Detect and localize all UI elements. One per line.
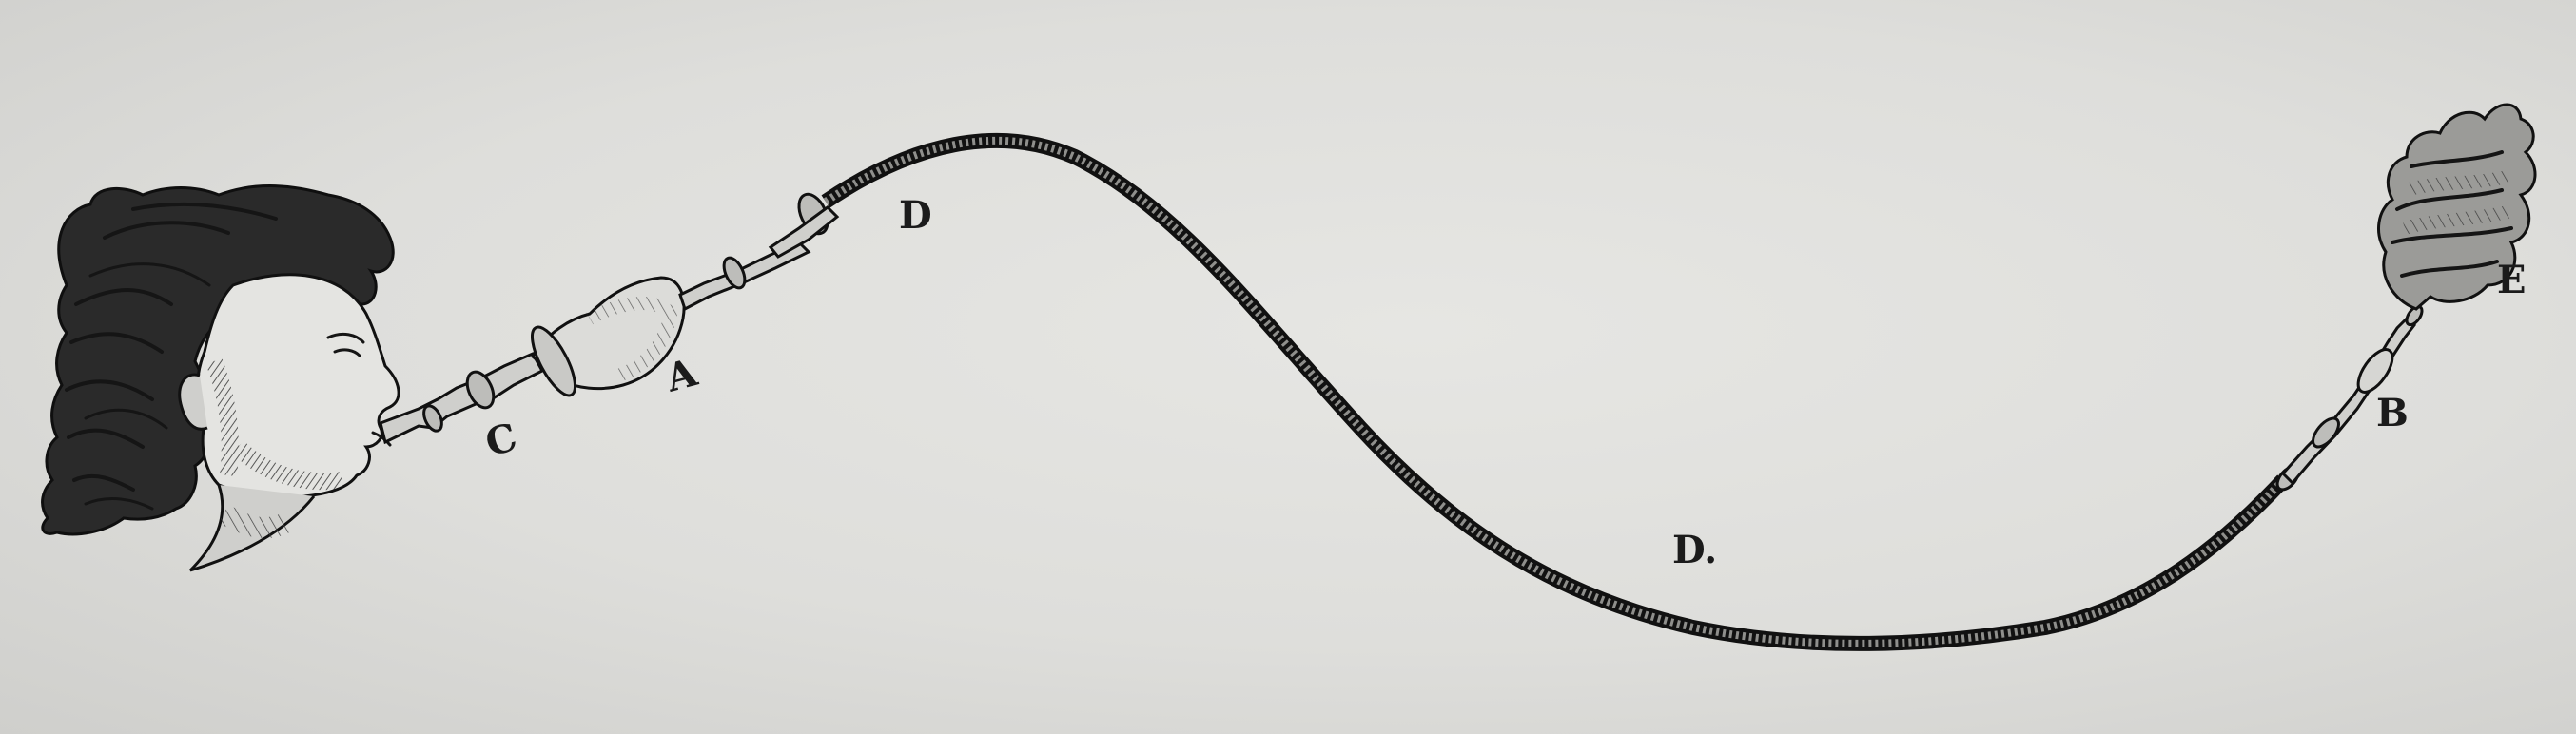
label-e: E [2497, 258, 2527, 302]
hose-d [826, 141, 2283, 644]
hose-coil [826, 141, 2283, 644]
hose-outline [826, 141, 2283, 644]
head-figure [43, 186, 400, 570]
label-b: B [2376, 391, 2409, 435]
label-a: A [661, 350, 702, 401]
label-d-upper: D [899, 193, 932, 238]
label-c: C [480, 415, 522, 466]
mouthpiece-c [381, 354, 542, 442]
label-d-lower: D. [1672, 528, 1718, 572]
